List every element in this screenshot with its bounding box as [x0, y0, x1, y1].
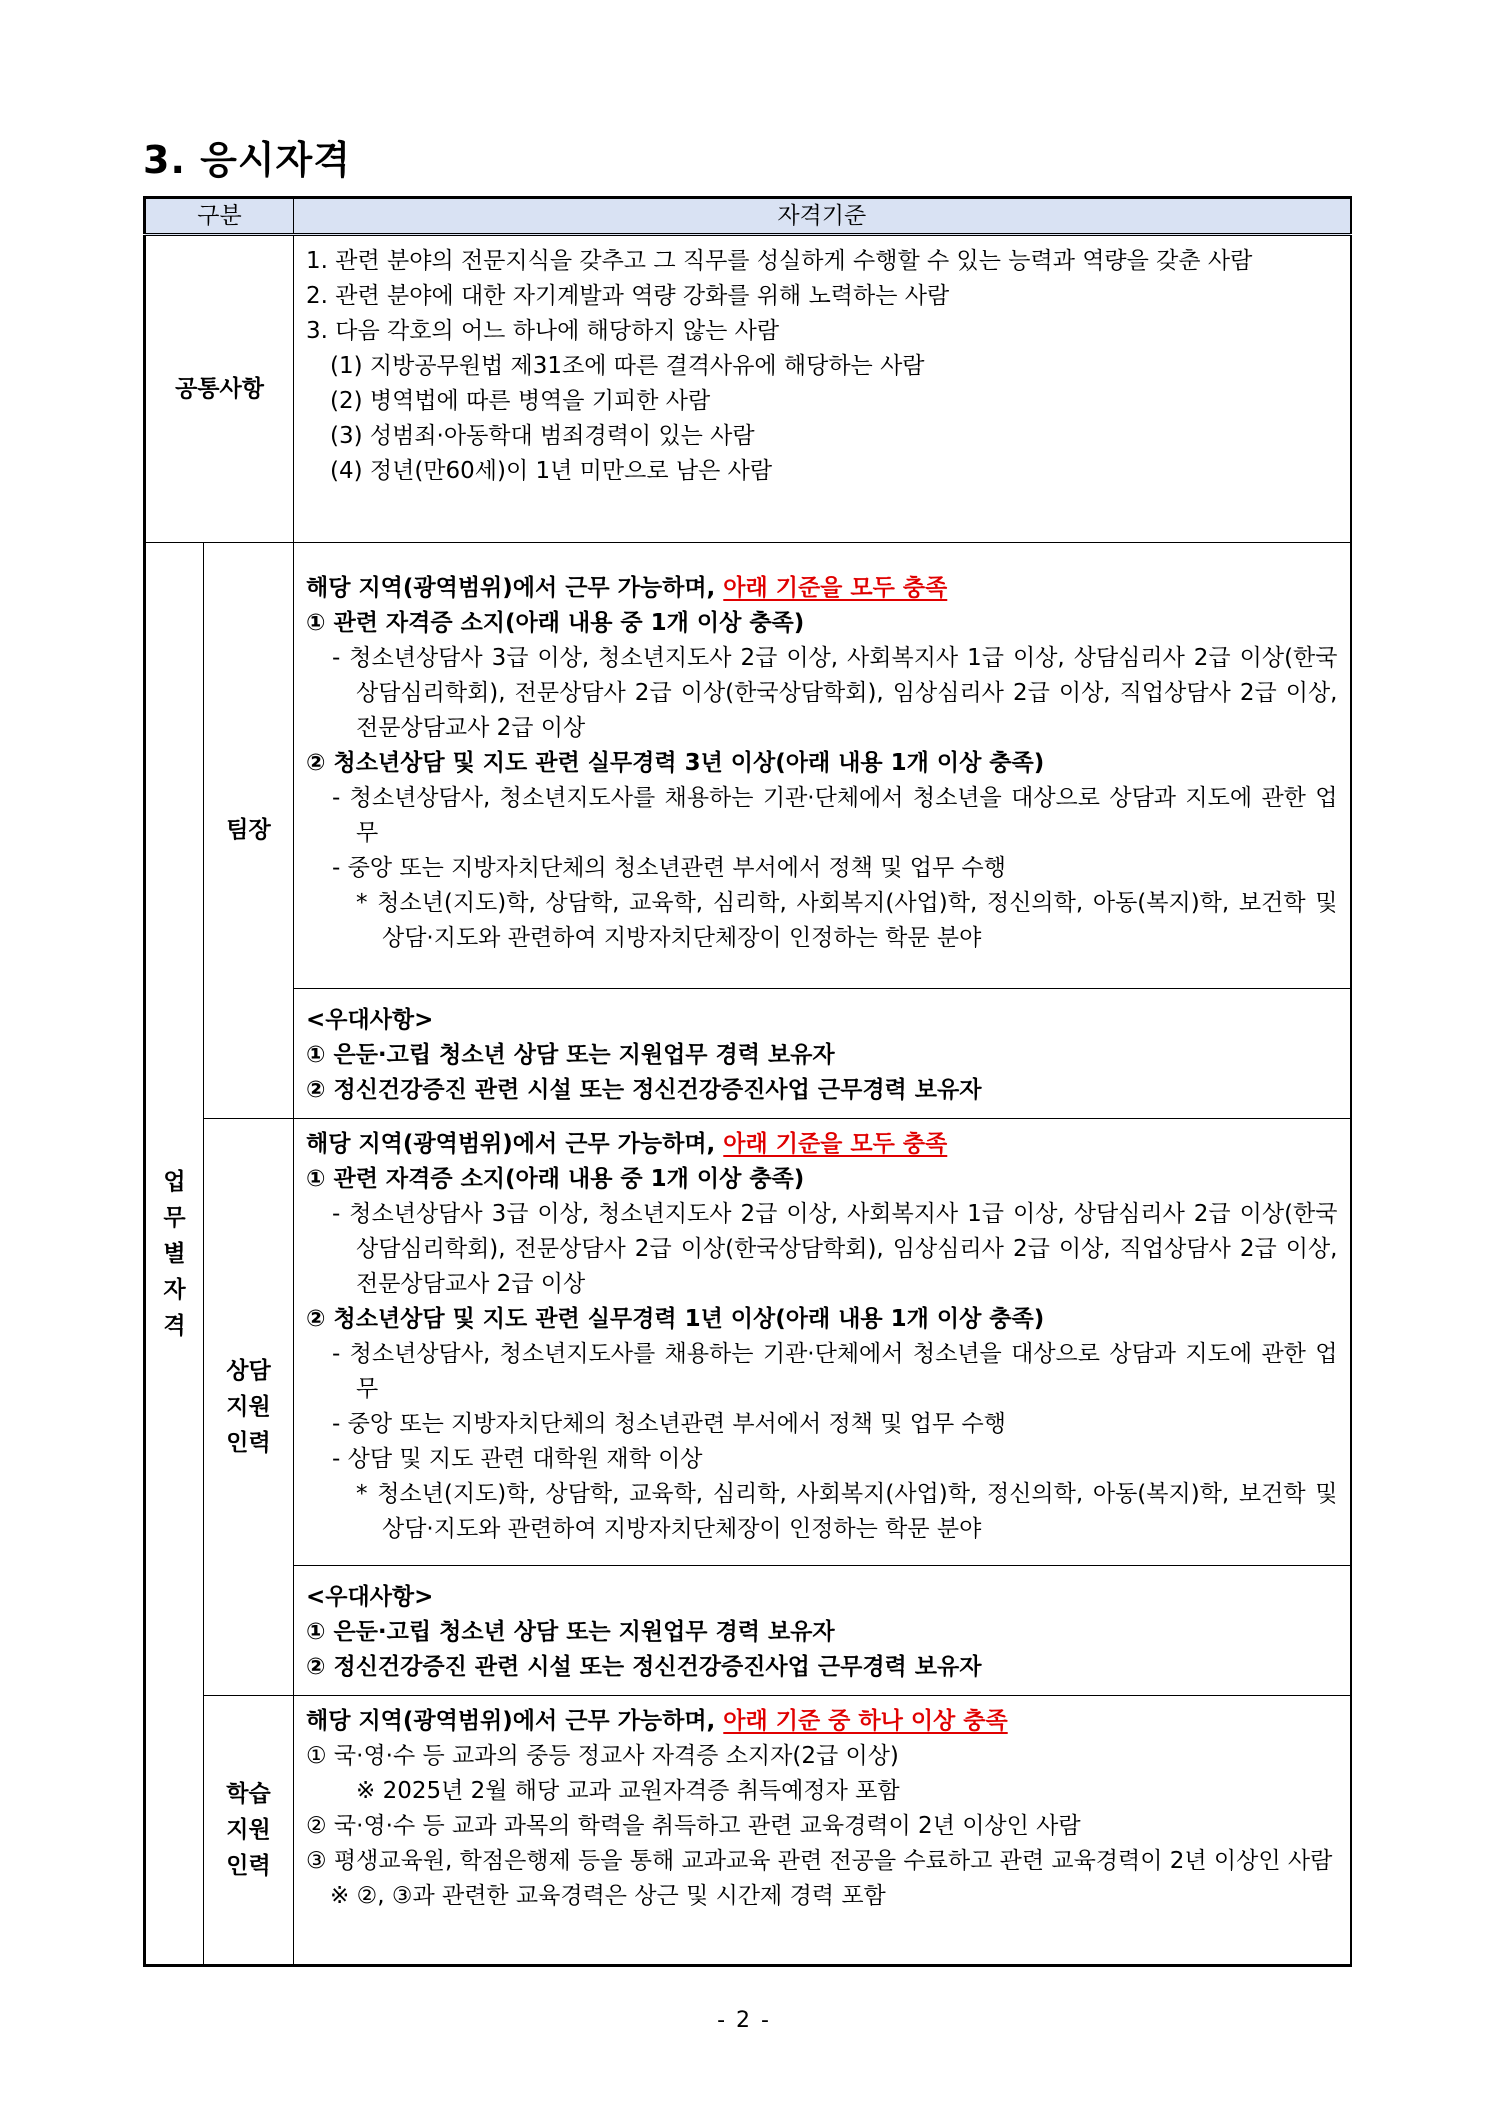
- learning-item-3: ③ 평생교육원, 학점은행제 등을 통해 교과교육 관련 전공을 수료하고 관련 교육경력이 2년 이상인 사람: [306, 1848, 1333, 1875]
- label-learning-staff: [204, 1696, 294, 1966]
- team-leader-item-1: ① 관련 자격증 소지(아래 내용 중 1개 이상 충족): [306, 610, 805, 637]
- common-line-2: 2. 관련 분야에 대한 자기계발과 역량 강화를 위해 노력하는 사람: [306, 283, 950, 309]
- pref-title: <우대사항>: [306, 1583, 434, 1610]
- label-learning-part: 지원: [226, 1817, 271, 1843]
- team-leader-item-2-note: * 청소년(지도)학, 상담학, 교육학, 심리학, 사회복지(사업)학, 정신의학, 아동(복지)학, 보건학 및 상담·지도와 관련하여 지방자치단체장이 인정하는 학문 분야: [356, 890, 1345, 952]
- label-counsel-staff: [204, 1119, 294, 1696]
- common-line-1: 1. 관련 분야의 전문지식을 갖추고 그 직무를 성실하게 수행할 수 있는 능력과 역량을 갖춘 사람: [306, 248, 1253, 274]
- label-counsel-part: 인력: [226, 1430, 271, 1457]
- row-learning: [145, 1696, 1351, 1966]
- pref-item-2: ② 정신건강증진 관련 시설 또는 정신건강증진사업 근무경력 보유자: [306, 1653, 982, 1680]
- section-title: 3. 응시자격: [143, 138, 351, 182]
- label-team-leader: 팀장: [204, 543, 294, 1119]
- label-learning-part: 인력: [226, 1853, 271, 1879]
- learning-intro: [306, 1704, 1338, 1739]
- common-line-7: (4) 정년(만60세)이 1년 미만으로 남은 사람: [330, 458, 773, 484]
- common-line-3: 3. 다음 각호의 어느 하나에 해당하지 않는 사람: [306, 318, 780, 344]
- counsel-preferences: [294, 1565, 1351, 1695]
- counsel-item-2: ② 청소년상담 및 지도 관련 실무경력 1년 이상(아래 내용 1개 이상 충족): [306, 1306, 1045, 1333]
- counsel-item-2-detail-3: - 상담 및 지도 관련 대학원 재학 이상: [332, 1446, 703, 1473]
- label-counsel-part: 상담: [226, 1358, 271, 1385]
- row-team-leader-pref: [145, 988, 1351, 1118]
- common-criteria: [294, 235, 1351, 543]
- counsel-intro: [306, 1127, 1338, 1162]
- team-leader-preferences: [294, 988, 1351, 1118]
- pref-title: <우대사항>: [306, 1006, 434, 1033]
- team-leader-item-2: ② 청소년상담 및 지도 관련 실무경력 3년 이상(아래 내용 1개 이상 충족): [306, 750, 1045, 777]
- intro-text: 해당 지역(광역범위)에서 근무 가능하며,: [306, 1708, 724, 1735]
- label-counsel-part: 지원: [226, 1394, 271, 1421]
- team-leader-item-1-detail: - 청소년상담사 3급 이상, 청소년지도사 2급 이상, 사회복지사 1급 이상, 상담심리사 2급 이상(한국상담심리학회), 전문상담사 2급 이상(한국상담학회), 임상심리사 2급 이상, 직업상담사 2급 이상, 전문상담교사 2급 이상: [332, 645, 1345, 742]
- label-job-group: [145, 543, 204, 1966]
- counsel-item-1-detail: - 청소년상담사 3급 이상, 청소년지도사 2급 이상, 사회복지사 1급 이상, 상담심리사 2급 이상(한국상담심리학회), 전문상담사 2급 이상(한국상담학회), 임상심리사 2급 이상, 직업상담사 2급 이상, 전문상담교사 2급 이상: [332, 1201, 1345, 1298]
- team-leader-item-2-detail-1: - 청소년상담사, 청소년지도사를 채용하는 기관·단체에서 청소년을 대상으로 상담과 지도에 관한 업무: [332, 785, 1338, 847]
- counsel-item-2-note: * 청소년(지도)학, 상담학, 교육학, 심리학, 사회복지(사업)학, 정신의학, 아동(복지)학, 보건학 및 상담·지도와 관련하여 지방자치단체장이 인정하는 학문 분야: [356, 1481, 1345, 1543]
- common-line-5: (2) 병역법에 따른 병역을 기피한 사람: [330, 388, 711, 414]
- pref-item-1: ① 은둔·고립 청소년 상담 또는 지원업무 경력 보유자: [306, 1618, 835, 1645]
- intro-text: 해당 지역(광역범위)에서 근무 가능하며,: [306, 1131, 724, 1158]
- job-group-char: 업: [163, 1168, 186, 1195]
- intro-highlight: 아래 기준 중 하나 이상 충족: [723, 1708, 1008, 1735]
- intro-highlight: 아래 기준을 모두 충족: [723, 575, 948, 602]
- label-learning-part: 학습: [226, 1781, 271, 1807]
- counsel-criteria: [294, 1119, 1351, 1566]
- learning-note: ※ ②, ③과 관련한 교육경력은 상근 및 시간제 경력 포함: [330, 1883, 886, 1910]
- learning-item-1-note: ※ 2025년 2월 해당 교과 교원자격증 취득예정자 포함: [356, 1778, 900, 1805]
- row-counsel: [145, 1119, 1351, 1566]
- job-group-char: 별: [163, 1240, 186, 1267]
- pref-item-1: ① 은둔·고립 청소년 상담 또는 지원업무 경력 보유자: [306, 1041, 835, 1068]
- row-counsel-pref: [145, 1565, 1351, 1695]
- row-team-leader: [145, 543, 1351, 989]
- counsel-item-1: ① 관련 자격증 소지(아래 내용 중 1개 이상 충족): [306, 1166, 805, 1193]
- header-criteria: 자격기준: [294, 198, 1351, 235]
- page-number: - 2 -: [717, 2008, 771, 2033]
- counsel-item-2-detail-1: - 청소년상담사, 청소년지도사를 채용하는 기관·단체에서 청소년을 대상으로 상담과 지도에 관한 업무: [332, 1341, 1338, 1403]
- learning-item-1: ① 국·영·수 등 교과의 중등 정교사 자격증 소지자(2급 이상): [306, 1743, 899, 1770]
- common-line-4: (1) 지방공무원법 제31조에 따른 결격사유에 해당하는 사람: [330, 353, 925, 379]
- intro-text: 해당 지역(광역범위)에서 근무 가능하며,: [306, 575, 724, 602]
- table-header-row: [145, 198, 1351, 235]
- job-group-char: 무: [163, 1204, 186, 1231]
- team-leader-intro: [306, 571, 1338, 606]
- label-common: 공통사항: [145, 235, 294, 543]
- job-group-char: 자: [163, 1276, 186, 1303]
- intro-highlight: 아래 기준을 모두 충족: [723, 1131, 948, 1158]
- team-leader-item-2-detail-2: - 중앙 또는 지방자치단체의 청소년관련 부서에서 정책 및 업무 수행: [332, 855, 1006, 882]
- counsel-item-2-detail-2: - 중앙 또는 지방자치단체의 청소년관련 부서에서 정책 및 업무 수행: [332, 1411, 1006, 1438]
- team-leader-criteria: [294, 543, 1351, 989]
- row-common: [145, 235, 1351, 543]
- header-category: 구분: [145, 198, 294, 235]
- pref-item-2: ② 정신건강증진 관련 시설 또는 정신건강증진사업 근무경력 보유자: [306, 1076, 982, 1103]
- learning-criteria: [294, 1696, 1351, 1966]
- qualification-table: [143, 196, 1352, 1967]
- job-group-char: 격: [163, 1312, 186, 1339]
- learning-item-2: ② 국·영·수 등 교과 과목의 학력을 취득하고 관련 교육경력이 2년 이상인 사람: [306, 1813, 1081, 1840]
- common-line-6: (3) 성범죄·아동학대 범죄경력이 있는 사람: [330, 423, 755, 449]
